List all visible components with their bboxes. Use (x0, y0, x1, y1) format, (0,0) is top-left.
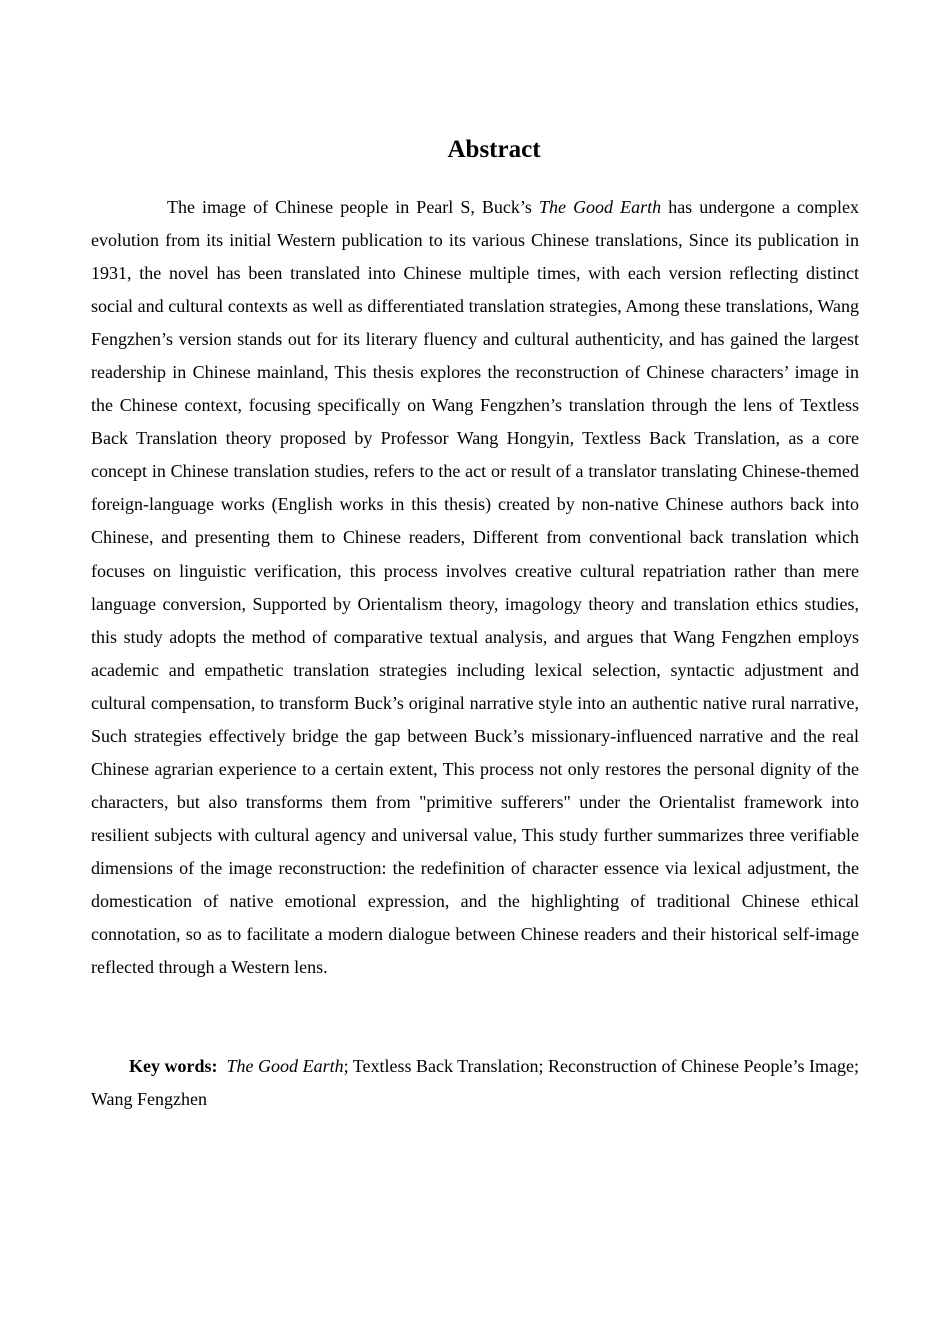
abstract-text-opening: The image of Chinese people in Pearl S, Buck’s (167, 197, 539, 217)
keywords-label: Key words: (129, 1056, 218, 1076)
abstract-book-title: The Good Earth (539, 197, 662, 217)
keywords-paragraph (91, 1050, 859, 1116)
keywords-list: ; Textless Back Translation; Reconstruction of Chinese People’s Image; Wang Fengzhen (91, 1056, 860, 1109)
page-title: Abstract (447, 136, 541, 163)
abstract-paragraph (91, 191, 859, 984)
keyword-book-title: The Good Earth (226, 1056, 344, 1076)
abstract-text-body: has undergone a complex evolution from its initial Western publication to its various Chinese translations, Since its publication in 1931, the novel has been translated into Chinese multiple times, with each version reflecting distinct social and cultural contexts as well as differentiated translation strategies, Among these translations, Wang Fengzhen’s version stands out for its literary fluency and cultural authenticity, and has gained the largest readership in Chinese mainland, This thesis explores the reconstruction of Chinese characters’ image in the Chinese context, focusing specifically on Wang Fengzhen’s translation through the lens of Textless Back Translation theory proposed by Professor Wang Hongyin, Textless Back Translation, as a core concept in Chinese translation studies, refers to the act or result of a translator translating Chinese-themed foreign-language works (English works in this thesis) created by non-native Chinese authors back into Chinese, and presenting them to Chinese readers, Different from conventional back translation which focuses on linguistic verification, this process involves creative cultural repatriation rather than mere language conversion, Supported by Orientalism theory, imagology theory and translation ethics studies, this study adopts the method of comparative textual analysis, and argues that Wang Fengzhen employs academic and empathetic translation strategies including lexical selection, syntactic adjustment and cultural compensation, to transform Buck’s original narrative style into an authentic native rural narrative, Such strategies effectively bridge the gap between Buck’s missionary-influenced narrative and the real Chinese agrarian experience to a certain extent, This process not only restores the personal dignity of the characters, but also transforms them from "primitive sufferers" under the Orientalist framework into resilient subjects with cultural agency and universal value, This study further summarizes three verifiable dimensions of the image reconstruction: the redefinition of character essence via lexical adjustment, the domestication of native emotional expression, and the highlighting of traditional Chinese ethical connotation, so as to facilitate a modern dialogue between Chinese readers and their historical self-image reflected through a Western lens. (91, 197, 859, 978)
